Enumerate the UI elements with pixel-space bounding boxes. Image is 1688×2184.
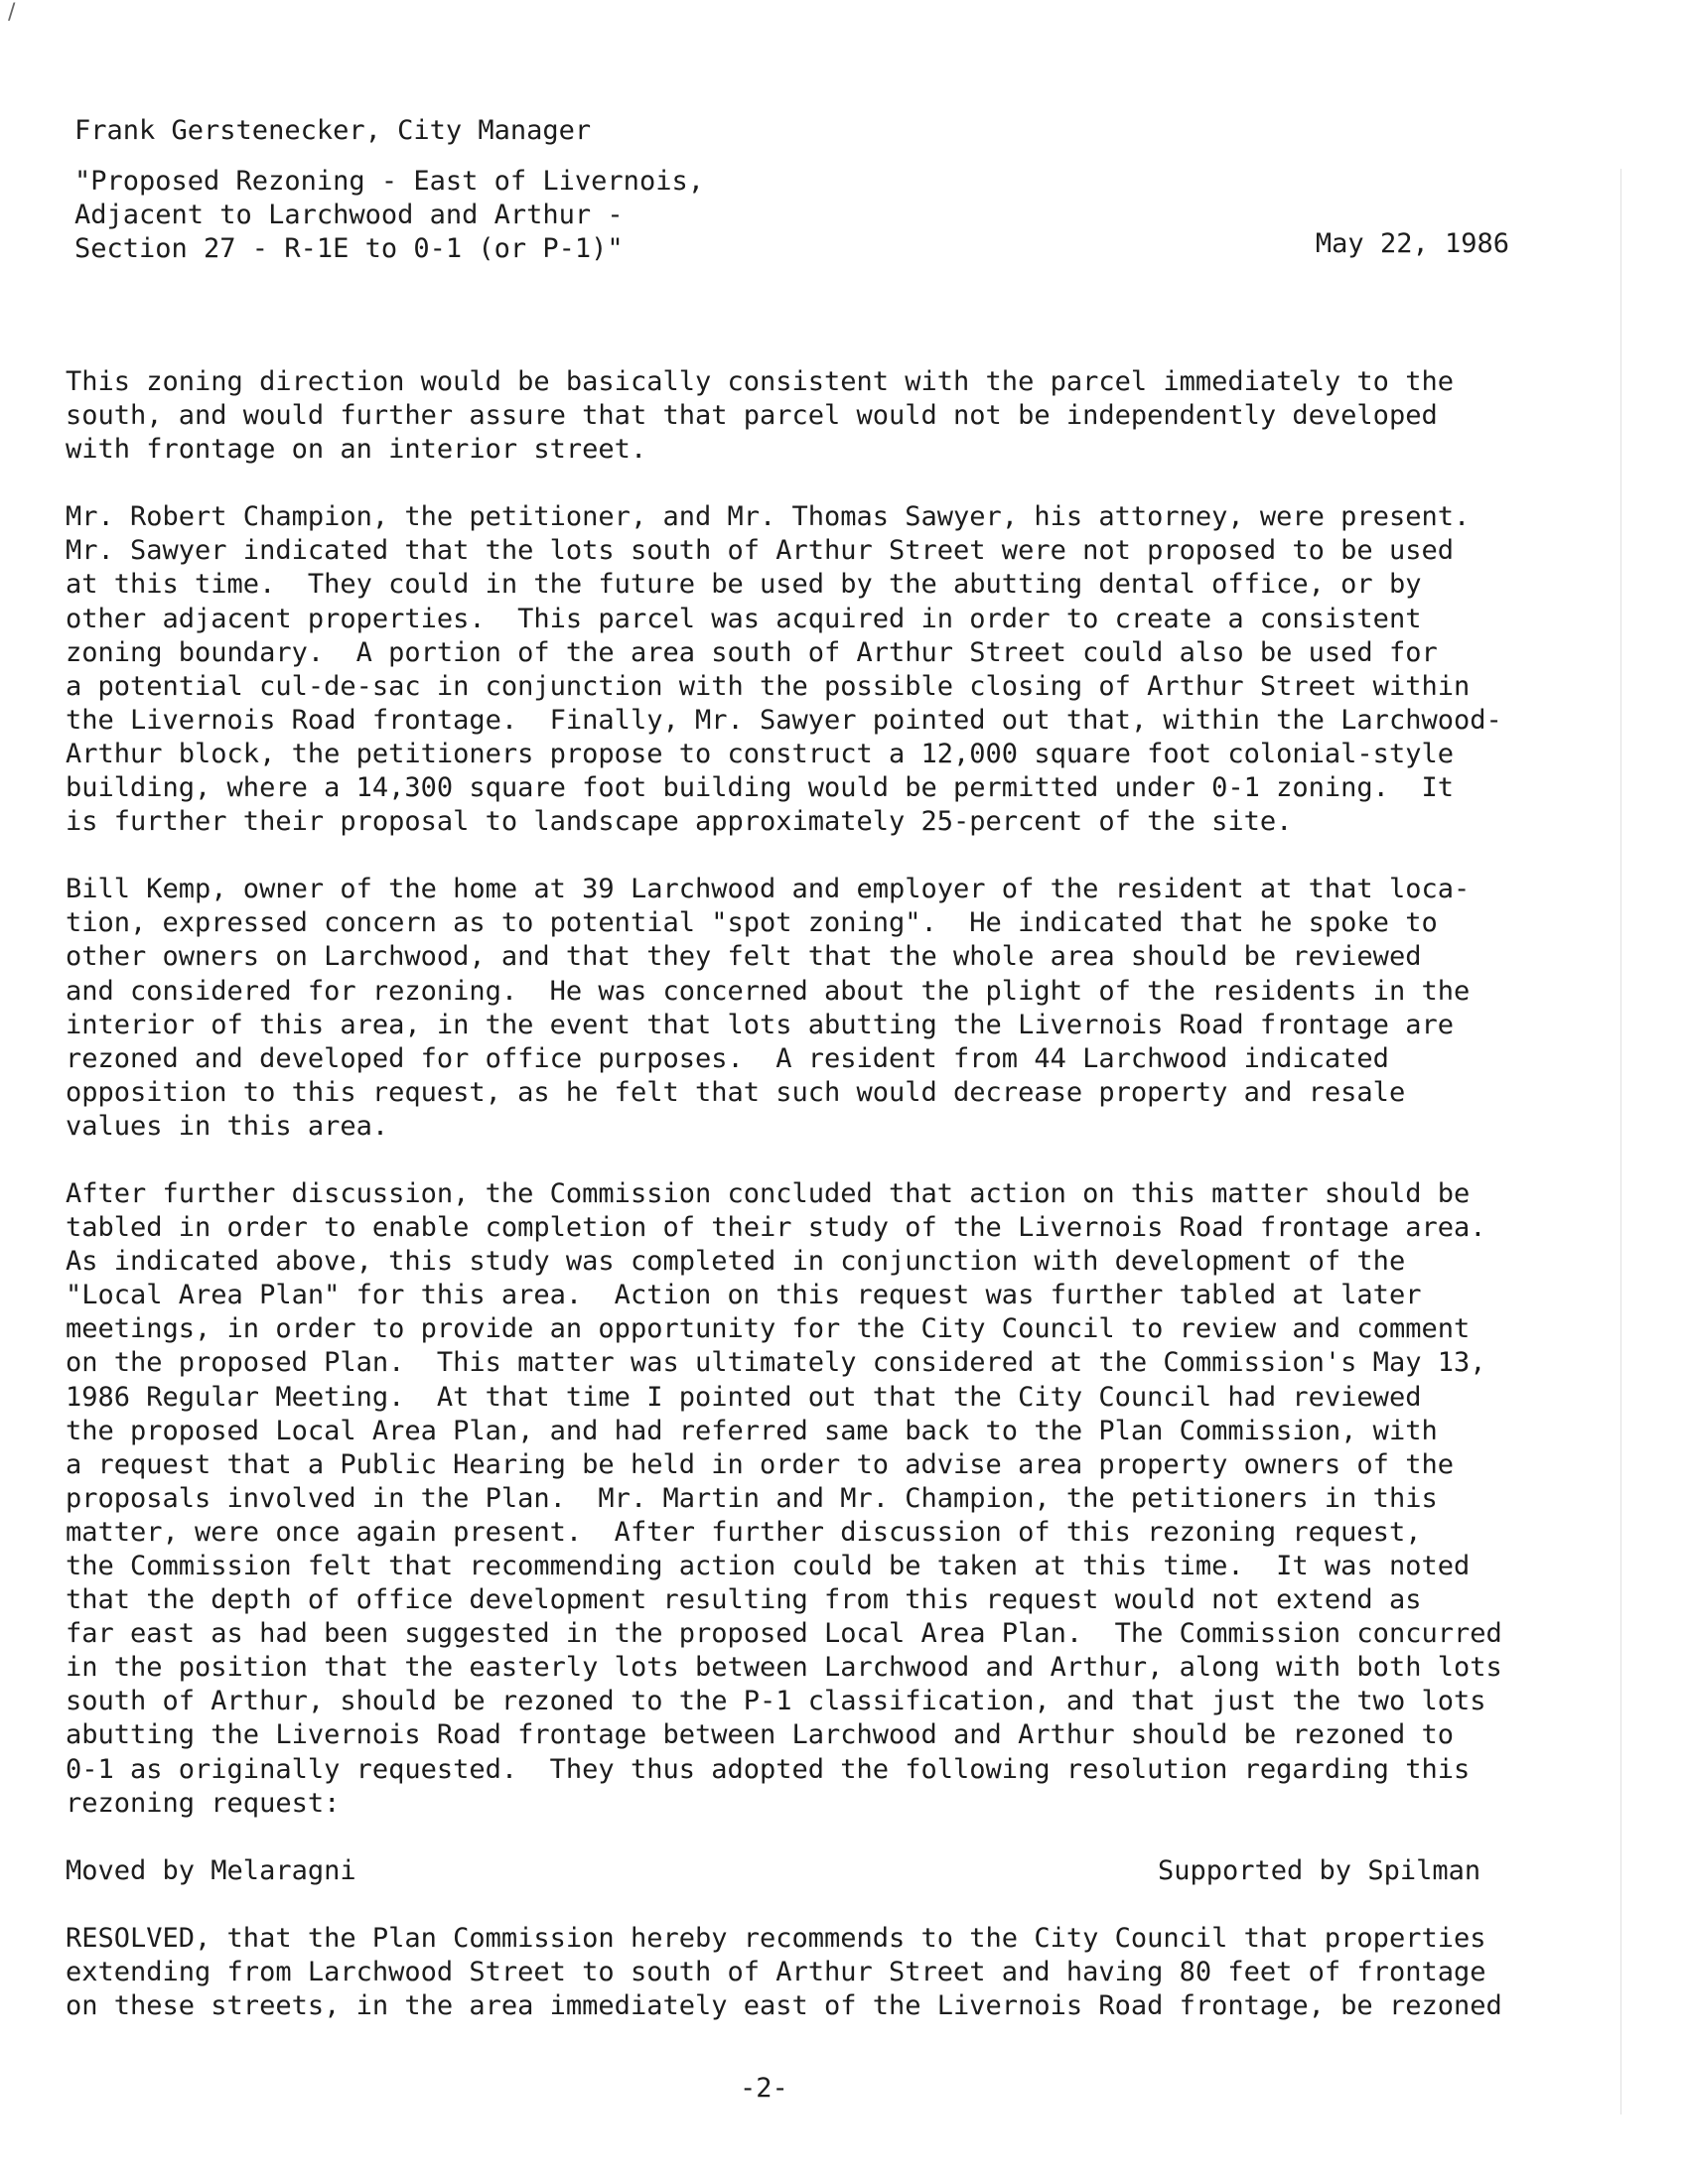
text-line: the proposed Local Area Plan, and had referred same back to the Plan Commission, with (66, 1415, 1438, 1446)
text-line: "Local Area Plan" for this area. Action on this request was further tabled at later (66, 1280, 1422, 1311)
memo-date: May 22, 1986 (1315, 228, 1509, 259)
text-line: far east as had been suggested in the proposed Local Area Plan. The Commission concurred (66, 1618, 1502, 1650)
text-line: As indicated above, this study was completed in conjunction with development of the (66, 1246, 1406, 1278)
memo-subject-line-2: Adjacent to Larchwood and Arthur - (74, 200, 624, 230)
supported-by: Supported by Spilman (1158, 1854, 1481, 1886)
paragraph-2 (66, 500, 1575, 839)
scan-edge-line (1620, 169, 1621, 2115)
resolution (66, 1922, 1575, 2023)
memo-recipient: Frank Gerstenecker, City Manager (74, 115, 592, 146)
text-line: on the proposed Plan. This matter was ultimately considered at the Commission's May 13, (66, 1347, 1486, 1379)
text-line: 1986 Regular Meeting. At that time I pointed out that the City Council had reviewed (66, 1381, 1422, 1413)
memo-subject-line-3: Section 27 - R-1E to 0-1 (or P-1)" (74, 233, 624, 264)
text-line: This zoning direction would be basically consistent with the parcel immediately to the (66, 366, 1454, 397)
text-line: a potential cul-de-sac in conjunction with the possible closing of Arthur Street within (66, 670, 1471, 702)
motion-line (66, 1854, 1575, 1888)
body-text (66, 365, 1575, 2023)
text-line: opposition to this request, as he felt that such would decrease property and resale (66, 1076, 1406, 1108)
text-line: rezoning request: (66, 1787, 341, 1819)
text-line: RESOLVED, that the Plan Commission hereby recommends to the City Council that properties (66, 1922, 1486, 1954)
text-line: other adjacent properties. This parcel was acquired in order to create a consistent (66, 603, 1422, 634)
scan-mark: / (8, 0, 16, 25)
text-line: rezoned and developed for office purposes. A resident from 44 Larchwood indicated (66, 1042, 1389, 1074)
page-number: -2- (740, 2073, 788, 2104)
text-line: on these streets, in the area immediately east of the Livernois Road frontage, be rezoned (66, 1989, 1502, 2021)
paragraph-3 (66, 873, 1575, 1144)
text-line: After further discussion, the Commission concluded that action on this matter should be (66, 1177, 1471, 1209)
memo-subject-line-1: "Proposed Rezoning - East of Livernois, (74, 166, 704, 197)
text-line: south, and would further assure that that parcel would not be independently developed (66, 400, 1438, 432)
text-line: a request that a Public Hearing be held in order to advise area property owners of the (66, 1448, 1454, 1480)
text-line: abutting the Livernois Road frontage between Larchwood and Arthur should be rezoned to (66, 1719, 1454, 1751)
moved-by: Moved by Melaragni (66, 1854, 356, 1886)
text-line: 0-1 as originally requested. They thus adopted the following resolution regarding this (66, 1753, 1471, 1785)
text-line: Bill Kemp, owner of the home at 39 Larchwood and employer of the resident at that loca- (66, 874, 1471, 905)
text-line: is further their proposal to landscape approximately 25-percent of the site. (66, 806, 1293, 838)
text-line: meetings, in order to provide an opportunity for the City Council to review and comment (66, 1313, 1471, 1345)
text-line: the Livernois Road frontage. Finally, Mr. Sawyer pointed out that, within the Larchwood- (66, 704, 1502, 736)
text-line: south of Arthur, should be rezoned to the P-1 classification, and that just the two lots (66, 1686, 1486, 1717)
text-line: Mr. Robert Champion, the petitioner, and Mr. Thomas Sawyer, his attorney, were present. (66, 501, 1471, 533)
text-line: at this time. They could in the future be used by the abutting dental office, or by (66, 569, 1422, 601)
text-line: interior of this area, in the event that lots abutting the Livernois Road frontage are (66, 1009, 1454, 1040)
text-line: building, where a 14,300 square foot building would be permitted under 0-1 zoning. It (66, 772, 1454, 804)
text-line: Mr. Sawyer indicated that the lots south of Arthur Street were not proposed to be used (66, 535, 1454, 567)
text-line: other owners on Larchwood, and that they felt that the whole area should be reviewed (66, 941, 1422, 973)
text-line: matter, were once again present. After further discussion of this rezoning request, (66, 1516, 1422, 1548)
text-line: that the depth of office development resulting from this request would not extend as (66, 1584, 1422, 1616)
text-line: extending from Larchwood Street to south of Arthur Street and having 80 feet of frontage (66, 1956, 1486, 1987)
text-line: tion, expressed concern as to potential "spot zoning". He indicated that he spoke to (66, 907, 1438, 939)
text-line: proposals involved in the Plan. Mr. Martin and Mr. Champion, the petitioners in this (66, 1482, 1438, 1514)
text-line: in the position that the easterly lots between Larchwood and Arthur, along with both lots (66, 1652, 1502, 1684)
paragraph-1 (66, 365, 1575, 467)
paragraph-4 (66, 1177, 1575, 1821)
text-line: with frontage on an interior street. (66, 434, 647, 466)
text-line: zoning boundary. A portion of the area south of Arthur Street could also be used for (66, 636, 1438, 668)
text-line: values in this area. (66, 1110, 389, 1142)
text-line: the Commission felt that recommending action could be taken at this time. It was noted (66, 1551, 1471, 1581)
text-line: tabled in order to enable completion of their study of the Livernois Road frontage area. (66, 1212, 1486, 1244)
text-line: and considered for rezoning. He was concerned about the plight of the residents in the (66, 975, 1471, 1007)
text-line: Arthur block, the petitioners propose to construct a 12,000 square foot colonial-style (66, 738, 1454, 769)
